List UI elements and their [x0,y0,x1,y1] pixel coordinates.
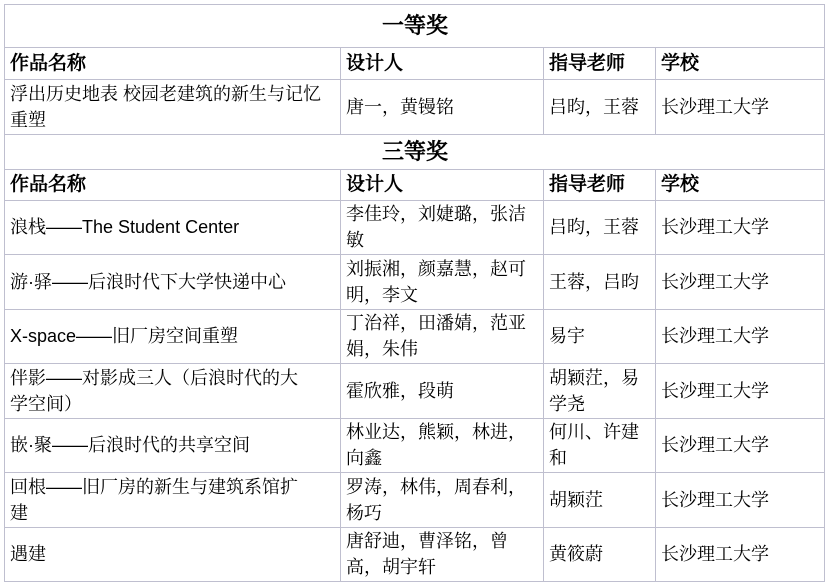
advisor-cell [544,80,656,135]
designer-cell [341,309,544,364]
school-cell: 长沙理工大学 [656,255,825,310]
advisor-line: 胡颖茳，易 [549,367,639,388]
table-row [5,473,825,528]
work-title-cell [5,473,341,528]
column-header-advisor: 指导老师 [544,48,656,80]
work-title-line: 游·驿——后浪时代下大学快递中心 [10,271,286,292]
designer-line: 罗涛，林伟，周春利， [346,476,526,497]
school-cell: 长沙理工大学 [656,309,825,364]
advisor-cell [544,255,656,310]
work-title-line: 伴影——对影成三人（后浪时代的大 [10,367,298,388]
advisor-line: 胡颖茳 [549,489,603,510]
work-title-cell [5,80,341,135]
work-title-line: 回根——旧厂房的新生与建筑系馆扩 [10,476,298,497]
designer-cell [341,418,544,473]
column-header-school: 学校 [656,48,825,80]
work-title-line: 建 [10,502,28,523]
school-cell: 长沙理工大学 [656,364,825,419]
advisor-line: 易宇 [549,326,585,347]
column-header-row [5,169,825,200]
work-title-line: 重塑 [10,109,46,130]
advisor-line: 何川、许建 [549,422,639,443]
table-row [5,255,825,310]
school-cell: 长沙理工大学 [656,473,825,528]
section-title-row [5,134,825,169]
column-header-school: 学校 [656,169,825,200]
designer-line: 唐舒迪，曹泽铭，曾 [346,531,508,552]
advisor-line: 王蓉，吕昀 [549,271,639,292]
work-title-cell [5,200,341,255]
column-header-designer: 设计人 [341,48,544,80]
section-title-row [5,5,825,48]
school-cell: 长沙理工大学 [656,80,825,135]
advisor-line: 学尧 [549,393,585,414]
work-title-cell [5,527,341,582]
work-title-line: 嵌·聚——后浪时代的共享空间 [10,435,250,456]
advisor-cell [544,200,656,255]
column-header-work: 作品名称 [5,169,341,200]
work-title-line: X-space——旧厂房空间重塑 [10,326,239,347]
section-title-first-prize: 一等奖 [5,5,825,48]
designer-line: 丁治祥，田潘婧，范亚 [346,313,526,334]
column-header-advisor: 指导老师 [544,169,656,200]
school-cell: 长沙理工大学 [656,418,825,473]
designer-line: 娟，朱伟 [346,339,418,360]
column-header-designer: 设计人 [341,169,544,200]
advisor-cell [544,364,656,419]
column-header-row [5,48,825,80]
work-title-cell [5,364,341,419]
designer-line: 向鑫 [346,448,382,469]
advisor-cell [544,418,656,473]
designer-cell [341,200,544,255]
advisor-line: 吕昀，王蓉 [549,96,639,117]
table-row [5,364,825,419]
work-title-line: 遇建 [10,544,46,565]
designer-cell [341,364,544,419]
advisor-line: 和 [549,448,567,469]
work-title-cell [5,255,341,310]
designer-line: 唐一，黄镘铭 [346,96,454,117]
designer-line: 李佳玲，刘婕璐，张洁 [346,204,526,225]
designer-line: 敏 [346,230,364,251]
table-row [5,309,825,364]
work-title-cell [5,309,341,364]
designer-cell [341,80,544,135]
work-title-line: 学空间） [10,393,82,414]
section-title-third-prize: 三等奖 [5,134,825,169]
table-row [5,418,825,473]
advisor-cell [544,527,656,582]
designer-cell [341,527,544,582]
designer-line: 高，胡宇轩 [346,557,436,578]
column-header-work: 作品名称 [5,48,341,80]
designer-cell [341,255,544,310]
work-title-line: 浪栈——The Student Center [10,217,240,238]
work-title-line: 浮出历史地表 校园老建筑的新生与记忆 [10,83,321,104]
designer-line: 霍欣雅，段萌 [346,380,454,401]
advisor-cell [544,473,656,528]
table-row [5,80,825,135]
work-title-cell [5,418,341,473]
school-cell: 长沙理工大学 [656,200,825,255]
table-row [5,527,825,582]
advisor-cell [544,309,656,364]
designer-line: 杨巧 [346,502,382,523]
designer-line: 林业达，熊颖，林进， [346,422,526,443]
advisor-line: 黄筱蔚 [549,544,603,565]
designer-line: 明，李文 [346,284,418,305]
advisor-line: 吕昀，王蓉 [549,217,639,238]
table-row [5,200,825,255]
designer-cell [341,473,544,528]
school-cell: 长沙理工大学 [656,527,825,582]
award-table [4,4,825,582]
designer-line: 刘振湘，颜嘉慧，赵可 [346,258,526,279]
